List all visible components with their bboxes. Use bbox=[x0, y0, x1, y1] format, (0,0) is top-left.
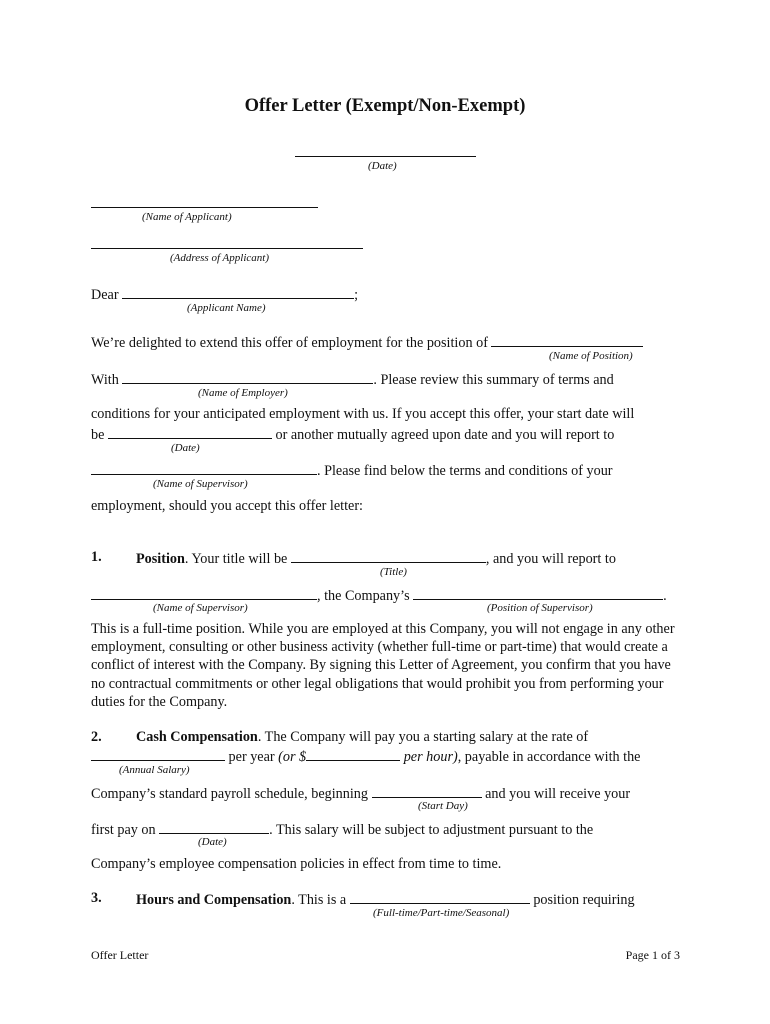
title-field[interactable] bbox=[291, 548, 486, 563]
start-date-field[interactable] bbox=[108, 424, 272, 439]
start-date-caption: (Date) bbox=[171, 442, 200, 454]
dear-semicolon: ; bbox=[354, 287, 359, 303]
employment-type-field[interactable] bbox=[350, 889, 530, 904]
employment-type-caption: (Full-time/Part-time/Seasonal) bbox=[373, 907, 510, 919]
first-pay-date-caption: (Date) bbox=[198, 836, 227, 848]
annual-salary-field[interactable] bbox=[91, 746, 225, 761]
position-name-caption: (Name of Position) bbox=[549, 350, 633, 362]
employer-name-caption: (Name of Employer) bbox=[198, 387, 288, 399]
supervisor-name-caption: (Name of Supervisor) bbox=[153, 478, 248, 490]
position-name-field[interactable] bbox=[491, 332, 643, 347]
annual-salary-caption: (Annual Salary) bbox=[119, 764, 190, 776]
delighted-text: We’re delighted to extend this offer of employment for the position of bbox=[91, 335, 488, 351]
first-pay-line bbox=[91, 819, 593, 839]
section-2-heading: Cash Compensation bbox=[136, 729, 258, 745]
payroll-start-field[interactable] bbox=[372, 783, 482, 798]
salary-line bbox=[91, 746, 640, 766]
first-pay-text: first pay on bbox=[91, 822, 156, 838]
start-day-caption: (Start Day) bbox=[418, 800, 468, 812]
hourly-rate-field[interactable] bbox=[306, 746, 400, 761]
section-1-lead: . Your title will be bbox=[184, 551, 288, 567]
supervisor-position-field[interactable] bbox=[413, 585, 663, 600]
section-3-number: 3. bbox=[91, 890, 102, 906]
footer-left: Offer Letter bbox=[91, 948, 149, 962]
title-caption: (Title) bbox=[380, 566, 407, 578]
section-1-heading: Position bbox=[136, 551, 185, 567]
section-1-number: 1. bbox=[91, 549, 102, 565]
applicant-name-caption-2: (Applicant Name) bbox=[187, 302, 266, 314]
payroll-text: Company’s standard payroll schedule, beginning bbox=[91, 786, 368, 802]
start-date-line bbox=[91, 424, 614, 444]
section-1-line bbox=[136, 548, 616, 568]
applicant-name-caption: (Name of Applicant) bbox=[142, 211, 232, 223]
be-label: be bbox=[91, 427, 105, 443]
employer-name-field[interactable] bbox=[122, 369, 373, 384]
employment-should-text: employment, should you accept this offer letter: bbox=[91, 498, 363, 514]
review-text: . Please review this summary of terms and bbox=[373, 372, 614, 388]
section-1-period: . bbox=[663, 588, 667, 604]
applicant-address-field-line[interactable] bbox=[91, 233, 363, 249]
with-line bbox=[91, 369, 614, 389]
section-3-requiring: position requiring bbox=[533, 892, 635, 908]
section-1-supervisor-field[interactable] bbox=[91, 585, 317, 600]
or-dollar-text: (or $ bbox=[278, 749, 307, 765]
section-1-company-s: , the Company’s bbox=[317, 588, 410, 604]
date-caption: (Date) bbox=[368, 160, 397, 172]
first-pay-date-field[interactable] bbox=[159, 819, 269, 834]
applicant-address-caption: (Address of Applicant) bbox=[170, 252, 269, 264]
with-label: With bbox=[91, 372, 119, 388]
dear-label: Dear bbox=[91, 287, 119, 303]
payable-text: , payable in accordance with the bbox=[457, 749, 641, 765]
or-another-text: or another mutually agreed upon date and you will report to bbox=[275, 427, 615, 443]
supervisor-line bbox=[91, 460, 613, 480]
payroll-line bbox=[91, 783, 630, 803]
dear-applicant-field[interactable] bbox=[122, 284, 354, 299]
dear-line bbox=[91, 284, 358, 304]
date-field-line[interactable] bbox=[295, 141, 476, 157]
per-year-text: per year bbox=[228, 749, 275, 765]
section-2-line bbox=[136, 728, 588, 746]
receive-text: and you will receive your bbox=[485, 786, 631, 802]
section-1-report-to: , and you will report to bbox=[485, 551, 616, 567]
section-3-lead: . This is a bbox=[291, 892, 347, 908]
section-2-lead: . The Company will pay you a starting salary at the rate of bbox=[257, 729, 589, 745]
find-below-text: . Please find below the terms and conditions of your bbox=[317, 463, 613, 479]
page-number: Page 1 of 3 bbox=[625, 948, 680, 962]
section-3-heading: Hours and Compensation bbox=[136, 892, 292, 908]
conditions-line: conditions for your anticipated employment with us. If you accept this offer, your start date will bbox=[91, 406, 635, 422]
delighted-line bbox=[91, 332, 643, 352]
supervisor-name-field[interactable] bbox=[91, 460, 317, 475]
supervisor-name-caption-2: (Name of Supervisor) bbox=[153, 602, 248, 614]
section-3-line bbox=[136, 889, 635, 909]
section-2-number: 2. bbox=[91, 729, 102, 745]
applicant-name-field-line[interactable] bbox=[91, 192, 318, 208]
document-title: Offer Letter (Exempt/Non-Exempt) bbox=[244, 96, 526, 116]
per-hour-text: per hour) bbox=[403, 749, 458, 765]
policies-text: Company’s employee compensation policies in effect from time to time. bbox=[91, 856, 502, 872]
supervisor-position-caption: (Position of Supervisor) bbox=[487, 602, 593, 614]
section-1-paragraph: This is a full-time position. While you are employed at this Company, you will not engage in any other employment, consulting or other business activity (whether full-time or part-time) that would create a conflict of interest with the Company. By signing this Letter of Agreement, you confirm that you have no contractual commitments or other legal obligations that would prohibit you from performing your duties for the Company. bbox=[91, 621, 675, 710]
adjustment-text: . This salary will be subject to adjustment pursuant to the bbox=[269, 822, 594, 838]
